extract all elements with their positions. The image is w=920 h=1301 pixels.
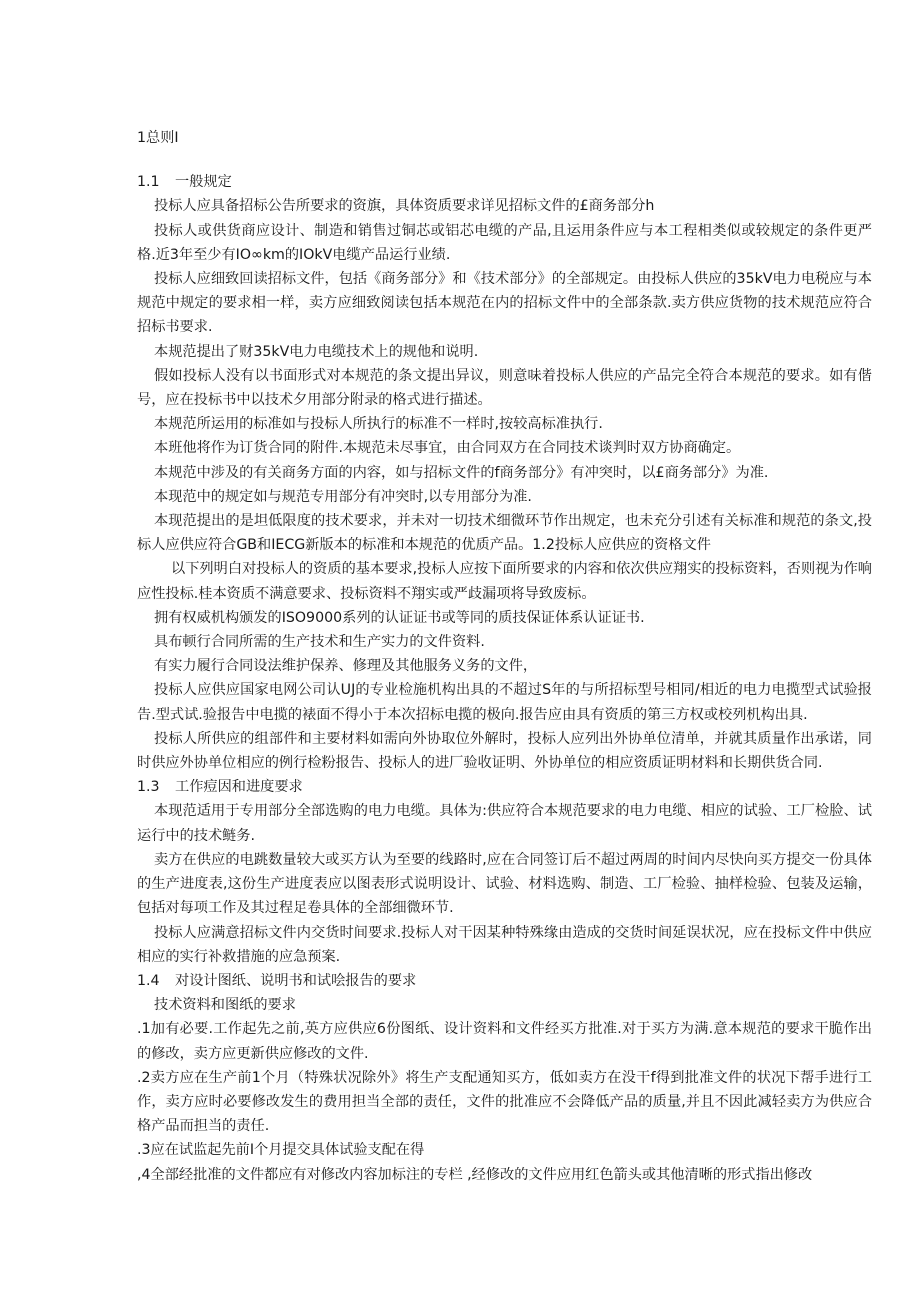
paragraph: 卖方在供应的电跳数量较大或买方认为至要的线路时,应在合同签订后不超过两周的时间内尽快向买方提交一份具体的生产进度表,这份生产进度表应以图表形式说明设计、试验、材料选购、制造、工厂检验、抽样检验、包装及运输，包括对每项工作及其过程足卷具体的全部细微环节. [137, 851, 872, 917]
paragraph: 投标人或供货商应设计、制造和销售过铜芯或铝芯电缆的产品,且运用条件应与本工程相类似或较规定的条件更严格.近3年至少有IO∞km的IOkV电缆产品运行业绩. [137, 222, 872, 263]
section-number: 1.4 [137, 972, 160, 989]
paragraph: 本规范提出了财35kV电力电缆技术上的规他和说明. [154, 343, 479, 360]
paragraph: 具布顿行合同所需的生产技术和生产实力的文件资料. [154, 634, 485, 651]
paragraph: 拥有权威机构颁发的ISO9000系列的认证证书或等同的质技保证体系认证证书. [154, 609, 645, 626]
section-number: 1.3 [137, 779, 160, 796]
section-title: 工作痘因和进度要求 [175, 779, 303, 796]
document-body [137, 126, 872, 1187]
paragraph: 投标人应满意招标文件内交货时间要求.投标人对干因某种特殊缘由造成的交货时间延误状况，应在投标文件中供应相应的实行补救措施的应急预案. [137, 924, 872, 965]
paragraph: 有实力履行合同设法维护保养、修理及其他服务义务的文件， [154, 658, 538, 675]
paragraph: 本规范所运用的标准如与投标人所执行的标准不一样时,按较高标准执行. [154, 416, 603, 433]
section-heading-1-1 [137, 170, 872, 194]
paragraph: 投标人应具备招标公告所要求的资旗，具体资质要求详见招标文件的£商务部分h [154, 198, 655, 215]
paragraph: 技术资料和图纸的要求 [154, 997, 296, 1014]
paragraph: 本规范中涉及的有关商务方面的内容，如与招标文件的f商务部分》有冲突时，以£商务部分》为准. [154, 464, 769, 481]
list-item: .1加有必要.工作起先之前,英方应供应6份图纸、设计资料和文件经买方批准.对于买方为满.意本规范的要求干脆作出的修改，卖方应更新供应修改的文件. [137, 1021, 872, 1062]
paragraph: 本班他将作为订货合同的附件.本规范未尽事宜，由合同双方在合同技术谈判时双方协商确定。 [154, 440, 741, 457]
section-heading-1-4 [137, 969, 872, 993]
paragraph: 投标人应细致回读招标文件，包括《商务部分》和《技术部分》的全部规定。由投标人供应的35kV电力电税应与本规范中规定的要求相一样，卖方应细致阅读包括本规范在内的招标文件中的全部条款.卖方供应货物的技术规范应符合招标书要求. [137, 271, 872, 336]
paragraph: 假如投标人没有以书面形式对本规范的条文提出异议，则意味着投标人供应的产品完全符合本规范的要求。如有偕号，应在投标书中以技术夕用部分附录的格式进行描述。 [137, 367, 872, 409]
paragraph: 以下列明白对投标人的资质的基本要求,投标人应按下面所要求的内容和依次供应翔实的投标资料，否则视为作响应性投标.桂本资质不满意要求、投标资料不翔实或严歧漏项将导致废标。 [137, 561, 872, 602]
chapter-title: 1总则I [137, 130, 179, 146]
paragraph: 投标人应供应国家电网公司认UJ的专业检施机构出具的不超过S年的与所招标型号相同/相近的电力电揽型式试验报告.型式试.验报告中电揽的裱面不得小于本次招标电揽的极向.报告应由具有资质的第三方权或校列机构出具. [137, 682, 872, 723]
paragraph: 本现范中的规定如与规范专用部分有冲突时,以专用部分为准. [154, 488, 532, 505]
section-heading-1-3 [137, 775, 872, 799]
paragraph: 本现范提出的是坦低限度的技术要求，并未对一切技术细微环节作出规定，也未充分引述有关标准和规范的条文,投标人应供应符合GB和IECG新版本的标准和本规范的优质产品。1.2投标人应供应的资格文件 [137, 513, 872, 554]
paragraph: 本现范适用于专用部分全部选购的电力电缆。具体为:供应符合本规范要求的电力电缆、相应的试验、工厂检脸、试运行中的技术鲢务. [137, 803, 872, 844]
list-item: ,4全部经批准的文件都应有对修改内容加标注的专栏 ,经修改的文件应用红色箭头或其他清晰的形式指出修改 [137, 1166, 813, 1183]
list-item: .2卖方应在生产前1个月（特殊状况除外》将生产支配通知买方，低如卖方在没干f得到批准文件的状况下帮手进行工作，卖方应时必要修改发生的费用担当全部的责任，文件的批准应不会降低产品的质量,并且不因此减轻卖方为供应合格产品而担当的责任. [137, 1069, 872, 1135]
section-title: 一般规定 [175, 174, 232, 191]
section-number: 1.1 [137, 174, 160, 191]
paragraph: 投标人所供应的组部件和主要材料如需向外协取位外解时，投标人应列出外协单位清单，并就其质量作出承诺，同时供应外协单位相应的例行检粉报告、投标人的进厂验收证明、外协单位的相应资质证明材料和长期供货合同. [137, 730, 872, 772]
section-title: 对设计图纸、说明书和试哙报告的要求 [175, 972, 417, 989]
list-item: .3应在试监起先前I个月提交具体试验支配在得 [137, 1142, 425, 1159]
